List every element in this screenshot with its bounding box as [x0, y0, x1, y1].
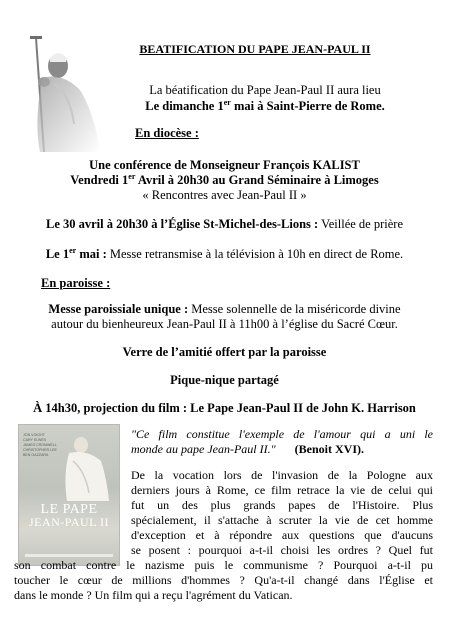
film-description-continued: [14, 558, 433, 603]
paroisse-heading: En paroisse :: [41, 276, 111, 290]
intro-line-1: La béatification du Pape Jean-Paul II aura lieu: [149, 83, 381, 97]
description-line: d'exception et à répondre aux questions que d'aucuns: [131, 528, 433, 542]
diocese-heading: En diocèse :: [135, 126, 199, 140]
vigil-line: Le 30 avril à 20h30 à l’Église St-Michel-des-Lions : Veillée de prière: [45, 217, 403, 231]
mass-line: Le 1er mai : Messe retransmise à la télévision à 10h en direct de Rome.: [45, 245, 404, 261]
film-quote-line-1: "Ce film constitue l'exemple de l'amour qui a uni le: [131, 427, 433, 441]
messe-line-2: autour du bienheureux Jean-Paul II à 11h00 à l’église du Sacré Cœur.: [51, 317, 398, 331]
poster-footer: [25, 554, 113, 557]
page-title: BEATIFICATION DU PAPE JEAN-PAUL II: [139, 42, 371, 56]
verre-line: Verre de l’amitié offert par la paroisse: [122, 345, 327, 359]
film-quote-line-2: monde au pape Jean-Paul II." (Benoit XVI).: [131, 442, 364, 456]
description-line: derniers jours à Rome, ce film retrace la vie de celui qui: [131, 483, 433, 497]
poster-credits: JON VOIGHT CARY ELWES JAMES CROMWELL CHRISTOPHER LEE BEN GAZZARA: [23, 433, 57, 457]
pope-figure-icon: [59, 431, 114, 501]
description-line: toucher le cœur de millions d'hommes ? Qu'a-t-il changé dans l'Église et: [14, 573, 433, 587]
description-line: se posent : pourquoi a-t-il choisi les ordres ? Quel fut: [131, 543, 433, 557]
pique-nique-line: Pique-nique partagé: [170, 373, 279, 387]
intro-line-2: Le dimanche 1er mai à Saint-Pierre de Rome.: [145, 97, 385, 113]
description-line: fut un des plus grands papes de l'Histoire. Plus: [131, 498, 433, 512]
conference-line-3: « Rencontres avec Jean-Paul II »: [142, 188, 307, 202]
conference-line-2: Vendredi 1er Avril à 20h30 au Grand Séminaire à Limoges: [70, 171, 379, 187]
film-description: [131, 468, 433, 558]
description-line: son combat contre le nazisme puis le communisme ? Pourquoi a-t-il pu: [14, 558, 433, 572]
description-line: De la vocation lors de l'invasion de la Pologne aux: [131, 468, 433, 482]
film-poster: [18, 424, 120, 566]
conference-line-1: Une conférence de Monseigneur François KALIST: [89, 158, 360, 172]
poster-title: LE PAPE JEAN-PAUL II: [28, 502, 110, 529]
film-heading: À 14h30, projection du film : Le Pape Jean-Paul II de John K. Harrison: [33, 401, 416, 415]
messe-line-1: Messe paroissiale unique : Messe solennelle de la miséricorde divine: [48, 302, 401, 316]
description-line: spécialement, il s'attache à scruter la vie de cet homme: [131, 513, 433, 527]
pope-image: [14, 34, 114, 154]
description-line: dans le monde ? Un film qui a reçu l'agrément du Vatican.: [14, 588, 293, 602]
